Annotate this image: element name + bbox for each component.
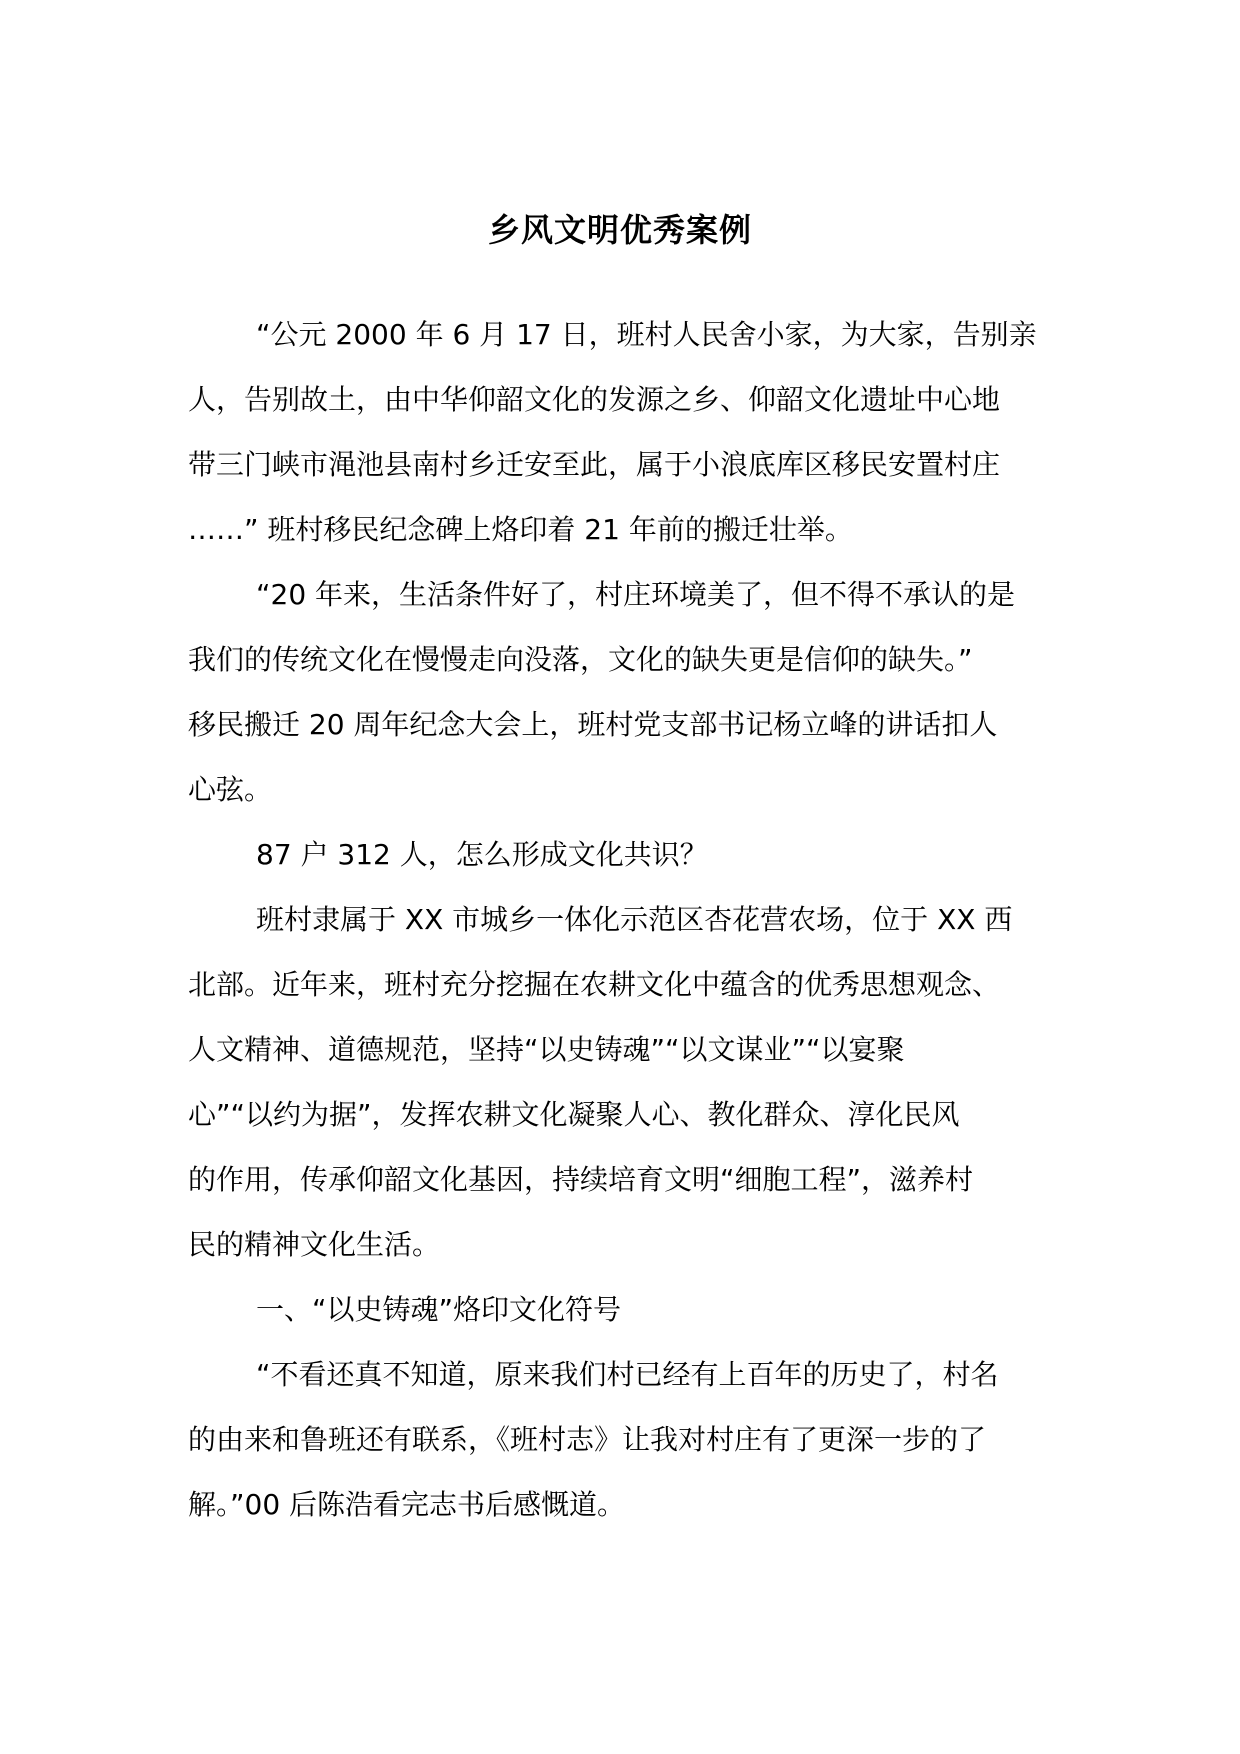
- paragraph-line: “公元 2000 年 6 月 17 日，班村人民舍小家，为大家，告别亲: [256, 318, 1037, 351]
- paragraph-line: 解。”00 后陈浩看完志书后感慨道。: [188, 1488, 626, 1521]
- paragraph-line: 移民搬迁 20 周年纪念大会上，班村党支部书记杨立峰的讲话扣人: [188, 708, 998, 741]
- paragraph-line: “不看还真不知道，原来我们村已经有上百年的历史了，村名: [256, 1358, 999, 1391]
- paragraph-line: 班村隶属于 XX 市城乡一体化示范区杏花营农场，位于 XX 西: [256, 903, 1013, 936]
- paragraph-line: 带三门峡市渑池县南村乡迁安至此，属于小浪底库区移民安置村庄: [188, 448, 1001, 481]
- paragraph-village-chronicle: [188, 1342, 1068, 1537]
- paragraph-village-overview: [188, 887, 1068, 1277]
- paragraph-line: ……” 班村移民纪念碑上烙印着 21 年前的搬迁壮举。: [188, 513, 853, 546]
- paragraph-relocation-monument: [188, 302, 1068, 562]
- paragraph-line: 我们的传统文化在慢慢走向没落，文化的缺失更是信仰的缺失。”: [188, 643, 973, 676]
- paragraph-line: 民的精神文化生活。: [188, 1228, 441, 1261]
- paragraph-line: 人文精神、道德规范，坚持“以史铸魂”“以文谋业”“以宴聚: [188, 1033, 905, 1066]
- paragraph-line: 人，告别故土，由中华仰韶文化的发源之乡、仰韶文化遗址中心地: [188, 383, 1001, 416]
- paragraph-line: 的作用，传承仰韶文化基因，持续培育文明“细胞工程”，滋养村: [188, 1163, 974, 1196]
- paragraph-line: 心弦。: [188, 773, 273, 806]
- document-title: 乡风文明优秀案例: [487, 211, 752, 249]
- paragraph-question: [188, 822, 1068, 887]
- section-heading-1: [188, 1277, 1068, 1342]
- paragraph-line: “20 年来，生活条件好了，村庄环境美了，但不得不承认的是: [256, 578, 1016, 611]
- paragraph-line: 一、“以史铸魂”烙印文化符号: [256, 1293, 622, 1326]
- paragraph-line: 心”“以约为据”，发挥农耕文化凝聚人心、教化群众、淳化民风: [188, 1098, 960, 1131]
- paragraph-20-years-speech: [188, 562, 1068, 822]
- paragraph-line: 的由来和鲁班还有联系，《班村志》让我对村庄有了更深一步的了: [188, 1423, 987, 1456]
- paragraph-line: 北部。近年来，班村充分挖掘在农耕文化中蕴含的优秀思想观念、: [188, 968, 1001, 1001]
- document-body: [188, 302, 1068, 1537]
- paragraph-line: 87 户 312 人，怎么形成文化共识？: [256, 838, 708, 871]
